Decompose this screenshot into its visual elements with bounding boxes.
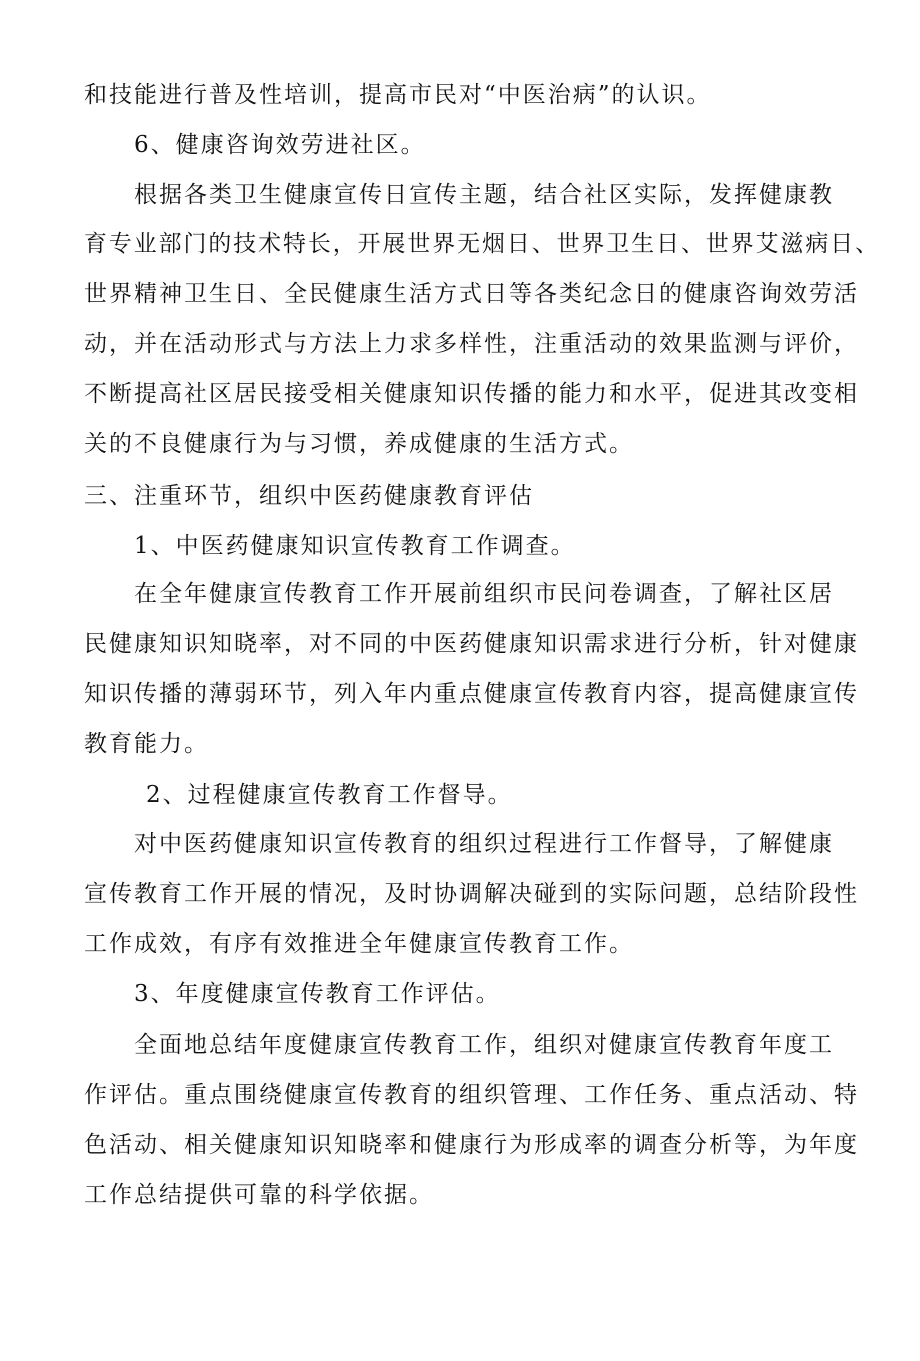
text-line: 对中医药健康知识宣传教育的组织过程进行工作督导，了解健康 (134, 831, 834, 857)
text-line: 工作成效，有序有效推进全年健康宣传教育工作。 (84, 931, 634, 957)
text-line: 色活动、相关健康知识知晓率和健康行为形成率的调查分析等，为年度 (84, 1132, 859, 1158)
text-line: 作评估。重点围绕健康宣传教育的组织管理、工作任务、重点活动、特 (84, 1082, 859, 1108)
text-line: 全面地总结年度健康宣传教育工作，组织对健康宣传教育年度工 (134, 1032, 834, 1058)
text-line: 教育能力。 (84, 731, 209, 757)
text-line: 关的不良健康行为与习惯，养成健康的生活方式。 (84, 431, 634, 457)
section-heading: 1、中医药健康知识宣传教育工作调查。 (134, 533, 576, 559)
text-line: 根据各类卫生健康宣传日宣传主题，结合社区实际，发挥健康教 (134, 182, 834, 208)
text-line: 民健康知识知晓率，对不同的中医药健康知识需求进行分析，针对健康 (84, 631, 859, 657)
text-line: 不断提高社区居民接受相关健康知识传播的能力和水平，促进其改变相 (84, 381, 859, 407)
text-line: 工作总结提供可靠的科学依据。 (84, 1182, 434, 1208)
text-line: 宣传教育工作开展的情况，及时协调解决碰到的实际问题，总结阶段性 (84, 881, 859, 907)
text-line: 动，并在活动形式与方法上力求多样性，注重活动的效果监测与评价， (84, 331, 859, 357)
text-line: 在全年健康宣传教育工作开展前组织市民问卷调查，了解社区居 (134, 581, 834, 607)
section-heading: 三、注重环节，组织中医药健康教育评估 (84, 483, 534, 509)
section-heading: 6、健康咨询效劳进社区。 (134, 132, 426, 158)
section-heading: 3、年度健康宣传教育工作评估。 (134, 981, 501, 1007)
text-line: 育专业部门的技术特长，开展世界无烟日、世界卫生日、世界艾滋病日、 (84, 231, 880, 257)
text-line: 知识传播的薄弱环节，列入年内重点健康宣传教育内容，提高健康宣传 (84, 681, 859, 707)
section-heading: 2、过程健康宣传教育工作督导。 (146, 782, 513, 808)
text-line: 和技能进行普及性培训，提高市民对“中医治病”的认识。 (84, 82, 712, 108)
text-line: 世界精神卫生日、全民健康生活方式日等各类纪念日的健康咨询效劳活 (84, 281, 859, 307)
